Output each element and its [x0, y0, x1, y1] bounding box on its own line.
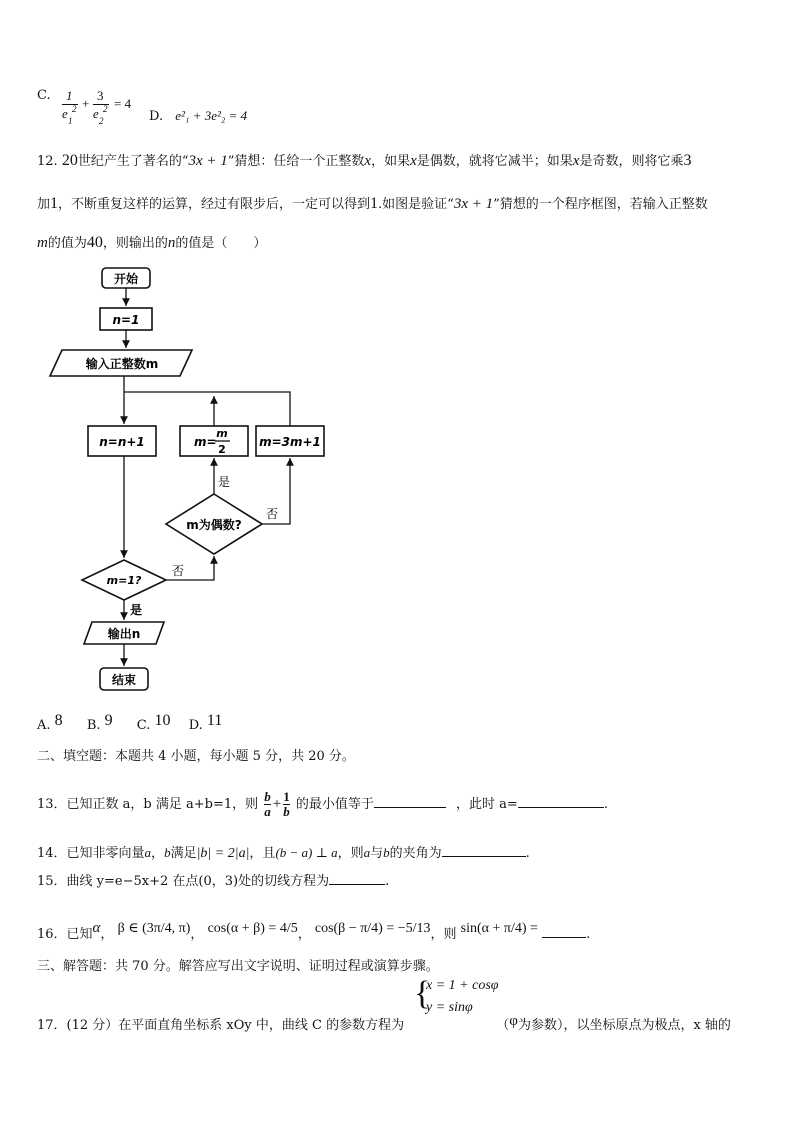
q11-option-d [149, 108, 247, 124]
q16: 16．已知α， β ∈ (3π/4, π)， cos(α + β) = 4/5， cos(β − π/4) = −5/13，则 sin(α + π/4) = . [37, 920, 591, 942]
q13: 13．已知正数 a，b 满足 a+b=1，则 $\frac{b}{a}$ + $\frac{1}{b}$ 的最小值等于 ，此时 a= . [37, 789, 608, 819]
q12-line2: 加1，不断重复这样的运算，经过有限步后，一定可以得到1.如图是验证“3x + 1”猜想的一个程序框图，若输入正整数 [37, 195, 708, 212]
option-expr: e²₁ + 3e²₂ = 4 [175, 108, 248, 123]
answer-blank[interactable] [374, 795, 446, 808]
flow-n-inc-label: n=n+1 [99, 435, 145, 449]
option-label: D. [149, 109, 164, 124]
option-c: C. 10 [136, 712, 171, 733]
flow-m1-label: m=1? [106, 574, 142, 587]
answer-blank[interactable] [329, 872, 385, 885]
flow-start-label: 开始 [113, 272, 139, 286]
flow-m-half-top: m [216, 427, 228, 440]
flow-no-1: 否 [266, 507, 279, 521]
option-label: C. [37, 88, 51, 103]
flow-input-label: 输入正整数m [85, 357, 159, 371]
flow-yes-1: 是 [218, 475, 231, 489]
flow-m-half-bottom: 2 [218, 443, 226, 456]
q12-line3: m的值为40，则输出的n的值是（ ） [37, 234, 267, 251]
section2-title: 二、填空题：本题共 4 小题，每小题 5 分，共 20 分。 [37, 749, 355, 764]
flow-even-label: m为偶数? [186, 518, 242, 532]
answer-blank[interactable] [442, 844, 526, 857]
flow-no-2: 否 [172, 564, 185, 578]
q14: 14．已知非零向量a，b满足|b| = 2|a|，且(b − a) ⊥ a，则a与b的夹角为 . [37, 845, 530, 861]
flow-init-label: n=1 [112, 313, 140, 327]
option-a: A. 8 [37, 712, 63, 733]
section3-title: 三、解答题：共 70 分。解答应写出文字说明、证明过程或演算步骤。 [37, 959, 439, 974]
q15: 15．曲线 y=e−5x+2 在点(0，3)处的切线方程为 . [37, 874, 390, 889]
q17: 17．(12 分）在平面直角坐标系 xOy 中，曲线 C 的参数方程为 （φ为参数），以坐标原点为极点，x 轴的 [37, 1013, 731, 1033]
answer-blank[interactable] [518, 795, 604, 808]
answer-blank[interactable] [542, 925, 586, 938]
option-b: B. 9 [86, 712, 113, 733]
flow-output-label: 输出n [107, 627, 141, 641]
q12-options [37, 712, 222, 733]
flowchart [40, 262, 360, 702]
q12-line1: 12. 20世纪产生了著名的“3x + 1”猜想：任给一个正整数x，如果x是偶数，就将它减半；如果x是奇数，则将它乘3 [37, 152, 692, 169]
q11-option-c [37, 88, 51, 103]
flow-end-label: 结束 [111, 673, 137, 687]
option-d: D. 11 [188, 712, 223, 733]
flow-yes-2: 是 [130, 603, 143, 617]
flow-m-triple-label: m=3m+1 [259, 435, 321, 449]
flow-m-half-prefix: m= [194, 435, 217, 449]
